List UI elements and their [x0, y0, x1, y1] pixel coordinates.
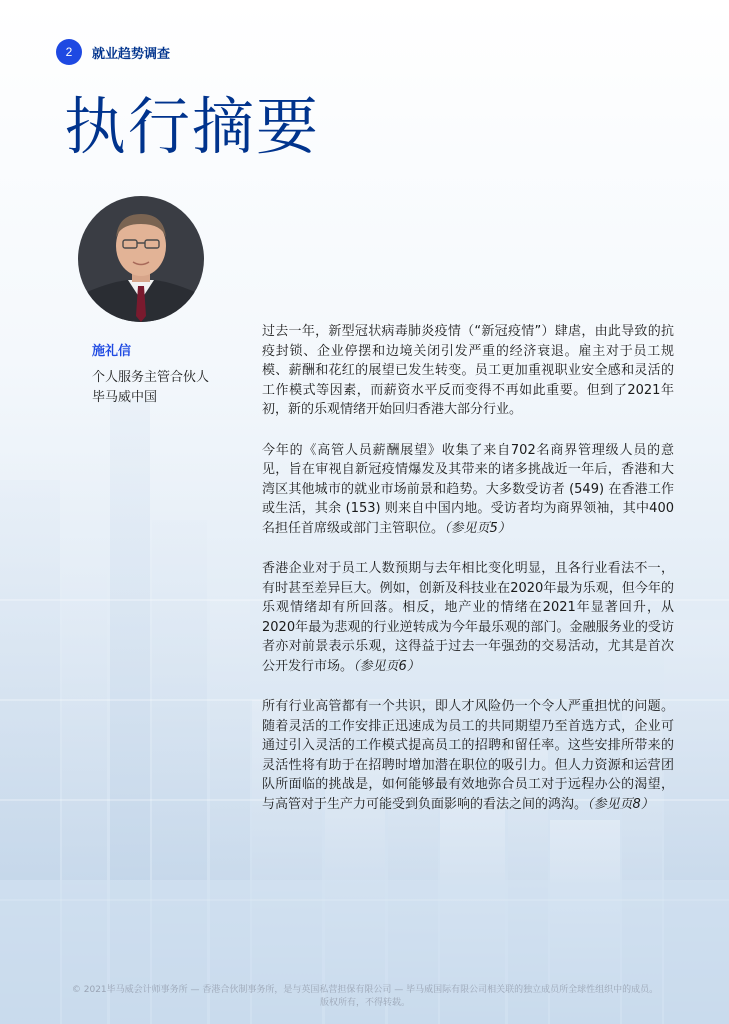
- footer-line-2: 版权所有，不得转载。: [319, 998, 410, 1008]
- page-title: 执行摘要: [64, 90, 321, 163]
- author-role: 个人服务主管合伙人: [92, 370, 210, 385]
- paragraph-3: [262, 559, 674, 676]
- paragraph-4: [262, 697, 674, 814]
- paragraph-text: 香港企业对于员工人数预期与去年相比变化明显，且各行业看法不一，有时甚至差异巨大。例如，创新及科技业在2020年最为乐观，但今年的乐观情绪却有所回落。相反，地产业的情绪在2021年显著回升，从2020年最为悲观的行业逆转成为今年最乐观的部门。金融服务业的受访者亦对前景表示乐观，这得益于过去一年强劲的交易活动，尤其是首次公开发行市场。: [262, 561, 674, 674]
- paragraph-text: 所有行业高管都有一个共识，即人才风险仍一个令人严重担忧的问题。随着灵活的工作安排正迅速成为员工的共同期望乃至首选方式，企业可通过引入灵活的工作模式提高员工的招聘和留任率。这些安排所带来的灵活性将有助于在招聘时增加潜在职位的吸引力。但人力资源和运营团队所面临的挑战是，如何能够最有效地弥合员工对于远程办公的渴望，与高管对于生产力可能受到负面影响的看法之间的鸿沟。: [262, 699, 674, 812]
- author-name: 施礼信: [92, 344, 132, 359]
- avatar: [78, 196, 204, 322]
- footer-line-1: © 2021毕马威会计师事务所 — 香港合伙制事务所，是与英国私营担保有限公司 — 毕马威国际有限公司相关联的独立成员所全球性组织中的成员。: [71, 985, 659, 995]
- author-company: 毕马威中国: [92, 390, 158, 405]
- paragraph-text: 过去一年，新型冠状病毒肺炎疫情（“新冠疫情”）肆虐，由此导致的抗疫封锁、企业停摆和边境关闭引发严重的经济衰退。雇主对于员工规模、薪酬和花红的展望已发生转变。员工更加重视职业安全感和灵活的工作模式等因素，而薪资水平反而变得不再如此重要。但到了2021年初，新的乐观情绪开始回归香港大部分行业。: [262, 324, 674, 417]
- paragraph-2: [262, 441, 674, 539]
- page-reference-link[interactable]: （参见页5）: [444, 520, 511, 536]
- page-number-badge: 2: [56, 39, 82, 65]
- paragraph-1: [262, 322, 674, 420]
- section-label: 就业趋势调查: [92, 47, 171, 62]
- page-reference-link[interactable]: （参见页6）: [353, 658, 420, 674]
- portrait-image: [78, 196, 204, 322]
- page-reference-link[interactable]: （参见页8）: [587, 796, 654, 812]
- summary-body: [262, 322, 674, 835]
- paragraph-text: 今年的《高管人员薪酬展望》收集了来自702名商界管理级人员的意见，旨在审视自新冠疫情爆发及其带来的诸多挑战近一年后，香港和大湾区其他城市的就业市场前景和趋势。大多数受访者 (549) 在香港工作或生活，其余 (153) 则来自中国内地。受访者均为商界领袖，其中400名担任首席级或部门主管职位。: [262, 442, 674, 536]
- footer-copyright: [40, 984, 690, 1010]
